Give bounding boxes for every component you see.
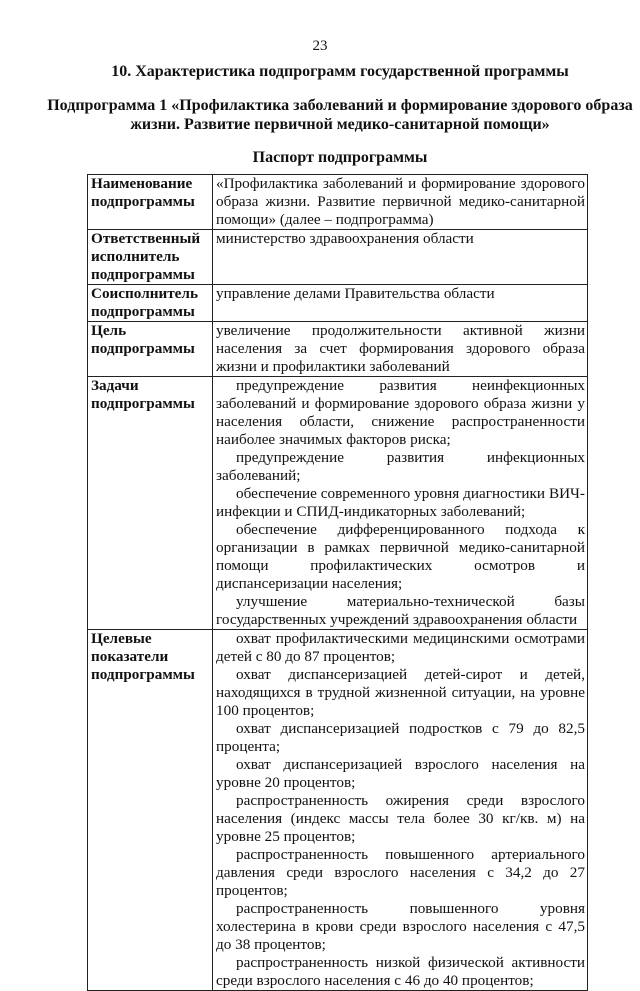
passport-title: Паспорт подпрограммы bbox=[252, 149, 428, 166]
indicator-paragraph: охват профилактическими медицинскими осмотрами детей с 80 до 87 процентов; bbox=[216, 630, 585, 665]
indicator-paragraph: распространенность ожирения среди взрослого населения (индекс массы тела более 30 кг/кв. м) на уровне 25 процентов; bbox=[216, 792, 585, 845]
task-paragraph: обеспечение дифференцированного подхода к организации в рамках первичной медико-санитарной помощи профилактических осмотров и диспансеризации населения; bbox=[216, 521, 585, 592]
row-value bbox=[213, 377, 588, 630]
task-paragraph: предупреждение развития неинфекционных заболеваний и формирование здорового образа жизни у населения области, снижение распространенности наиболее значимых факторов риска; bbox=[216, 377, 585, 448]
table-row-indicators bbox=[88, 630, 588, 991]
row-value bbox=[213, 322, 588, 377]
indicator-paragraph: охват диспансеризацией взрослого населения на уровне 20 процентов; bbox=[216, 756, 585, 791]
row-value bbox=[213, 630, 588, 991]
section-title: 10. Характеристика подпрограмм государственной программы bbox=[111, 63, 569, 80]
row-label: Соисполнитель подпрограммы bbox=[88, 285, 213, 322]
row-label: Задачи подпрограммы bbox=[88, 377, 213, 630]
value-paragraph: увеличение продолжительности активной жизни населения за счет формирования здорового образа жизни и профилактики заболеваний bbox=[216, 322, 585, 375]
row-label: Целевые показатели подпрограммы bbox=[88, 630, 213, 991]
value-paragraph: «Профилактика заболеваний и формирование здорового образа жизни. Развитие первичной медико-санитарной помощи» (далее – подпрограмма) bbox=[216, 175, 585, 228]
indicator-paragraph: охват диспансеризацией детей-сирот и детей, находящихся в трудной жизненной ситуации, на уровне 100 процентов; bbox=[216, 666, 585, 719]
indicator-paragraph: распространенность повышенного артериального давления среди взрослого населения с 34,2 до 27 процентов; bbox=[216, 846, 585, 899]
row-value bbox=[213, 285, 588, 322]
row-value bbox=[213, 175, 588, 230]
task-paragraph: предупреждение развития инфекционных заболеваний; bbox=[216, 449, 585, 484]
row-label: Ответственный исполнитель подпрограммы bbox=[88, 230, 213, 285]
value-paragraph: управление делами Правительства области bbox=[216, 285, 495, 302]
table-row-goal bbox=[88, 322, 588, 377]
page-number: 23 bbox=[312, 38, 328, 54]
passport-table bbox=[87, 174, 588, 991]
subprogram-title: Подпрограмма 1 «Профилактика заболеваний и формирование здорового образа жизни. Развитие первичной медико-санитарной помощи» bbox=[47, 97, 633, 133]
table-row-responsible bbox=[88, 230, 588, 285]
indicator-paragraph: охват диспансеризацией подростков с 79 до 82,5 процента; bbox=[216, 720, 585, 755]
task-paragraph: обеспечение современного уровня диагностики ВИЧ-инфекции и СПИД-индикаторных заболеваний; bbox=[216, 485, 585, 520]
row-value bbox=[213, 230, 588, 285]
table-row-co-executor bbox=[88, 285, 588, 322]
row-label: Наименование подпрограммы bbox=[88, 175, 213, 230]
indicator-paragraph: распространенность низкой физической активности среди взрослого населения с 46 до 40 процентов; bbox=[216, 954, 585, 989]
table-row-name bbox=[88, 175, 588, 230]
task-paragraph: улучшение материально-технической базы государственных учреждений здравоохранения области bbox=[216, 593, 585, 628]
value-paragraph: министерство здравоохранения области bbox=[216, 230, 474, 247]
row-label: Цель подпрограммы bbox=[88, 322, 213, 377]
table-row-tasks bbox=[88, 377, 588, 630]
indicator-paragraph: распространенность повышенного уровня холестерина в крови среди взрослого населения с 47,5 до 38 процентов; bbox=[216, 900, 585, 953]
